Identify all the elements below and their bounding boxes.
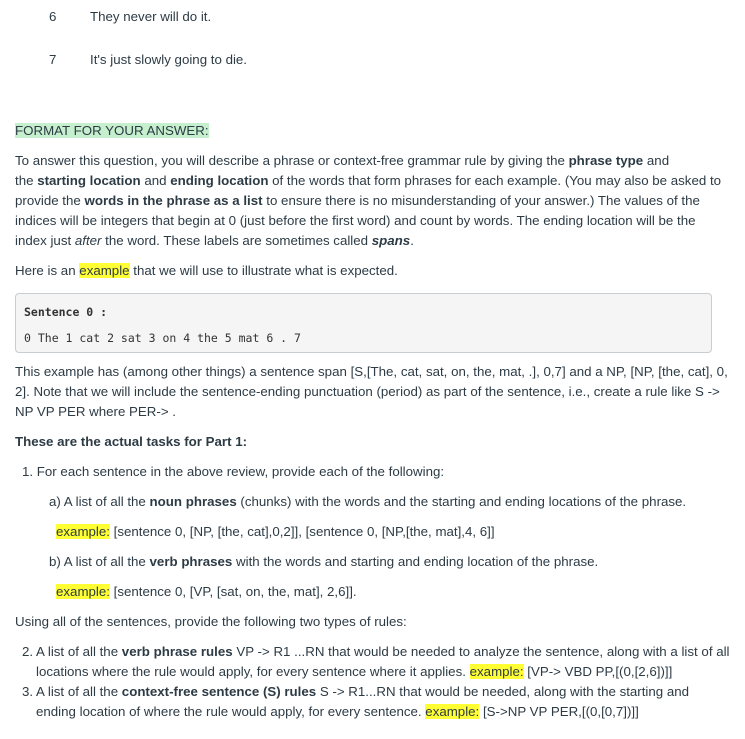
task-2: 2. A list of all the verb phrase rules VP -> R1 ...RN that would be needed to analyze the sentence, along with a list of all locations where the rule would apply, for every sentence where it applies. example: [VP-> VBD PP,[(0,[2,6])]] [22, 644, 730, 679]
explanation-line: This example has (among other things) a sentence span [S,[The, cat, sat, on, the, mat, .], 0,7] and a NP, [NP, [the, cat], 0, [15, 364, 728, 379]
explanation-paragraph [15, 362, 735, 422]
code-line: Sentence 0 : [24, 305, 108, 319]
intro-paragraph [15, 151, 735, 251]
explanation-line: 2]. Note that we will include the sentence-ending punctuation (period) as part of the sentence, i.e., create a rule like S -> [15, 384, 720, 399]
sentence-number: 7 [49, 52, 57, 67]
explanation-line: NP VP PER where PER-> . [15, 404, 176, 419]
intro-line: indices will be integers that begin at 0 (just before the first word) and count by words. The ending location will be the [15, 213, 696, 228]
sentence-number: 6 [49, 9, 57, 24]
sentence-text: It's just slowly going to die. [90, 52, 248, 67]
tasks-heading: These are the actual tasks for Part 1: [15, 434, 248, 449]
example-highlight: example: [56, 524, 110, 539]
intro-line: the starting location and ending location of the words that form phrases for each example. (You may also be asked to [15, 173, 722, 188]
example-highlight: example: [56, 584, 110, 599]
using-all-text: Using all of the sentences, provide the following two types of rules: [15, 614, 407, 629]
task-1: 1. For each sentence in the above review, provide each of the following: [22, 464, 445, 479]
sentence-text: They never will do it. [90, 9, 212, 24]
code-line: 0 The 1 cat 2 sat 3 on 4 the 5 mat 6 . 7 [24, 331, 301, 345]
intro-line: provide the words in the phrase as a list to ensure there is no misunderstanding of your answer.) The values of the [15, 193, 700, 208]
task-1b-example: example: [sentence 0, [VP, [sat, on, the, mat], 2,6]]. [56, 584, 357, 599]
intro-line: index just after the word. These labels are sometimes called spans. [15, 233, 414, 248]
example-intro: Here is an example that we will use to illustrate what is expected. [15, 263, 398, 278]
intro-line: To answer this question, you will describe a phrase or context-free grammar rule by giving the phrase type and [15, 153, 670, 168]
task-1a: a) A list of all the noun phrases (chunks) with the words and the starting and ending locations of the phrase. [49, 494, 687, 509]
example-highlight: example: [469, 664, 524, 679]
example-highlight: example: [425, 704, 480, 719]
code-block [15, 293, 712, 353]
task-3: 3. A list of all the context-free sentence (S) rules S -> R1...RN that would be needed, along with the starting and ending location of where the rule would apply, for every sentence. example: [S->NP VP PER,[(0,[0,7])]] [22, 684, 690, 719]
format-heading [15, 121, 209, 141]
task-1b: b) A list of all the verb phrases with the words and starting and ending location of the phrase. [49, 554, 599, 569]
example-highlight: example [79, 263, 130, 278]
format-heading-text: FORMAT FOR YOUR ANSWER: [15, 123, 209, 138]
task-1a-example: example: [sentence 0, [NP, [the, cat],0,2]], [sentence 0, [NP,[the, mat],4, 6]] [56, 524, 495, 539]
